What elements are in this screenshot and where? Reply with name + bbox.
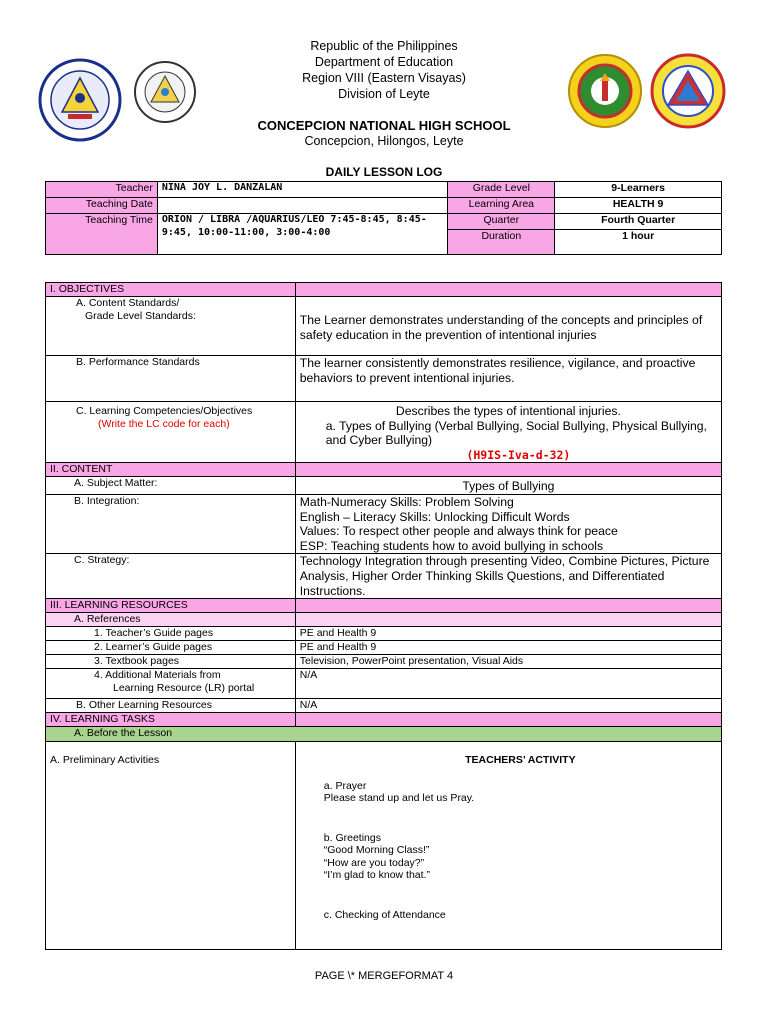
document-title: DAILY LESSON LOG <box>325 165 443 179</box>
teaching-date-value <box>157 198 448 214</box>
additional-materials-label: 4. Additional Materials from Learning Resource (LR) portal <box>46 669 296 699</box>
textbook-pages-label: 3. Textbook pages <box>46 655 296 669</box>
page-footer: PAGE \* MERGEFORMAT 4 <box>314 970 454 982</box>
teachers-guide-value: PE and Health 9 <box>295 627 721 641</box>
preliminary-activities-label: A. Preliminary Activities <box>46 742 296 950</box>
objectives-heading: I. OBJECTIVES <box>46 283 296 297</box>
school-name: CONCEPCION NATIONAL HIGH SCHOOL <box>257 118 511 133</box>
lesson-plan-table <box>45 282 722 950</box>
prayer-text: Please stand up and let us Pray. <box>323 792 475 805</box>
teachers-activity-heading: TEACHERS’ ACTIVITY <box>465 754 576 767</box>
grade-level-label: Grade Level <box>448 182 555 198</box>
other-resources-label: B. Other Learning Resources <box>46 699 296 713</box>
grade-level-value: 9-Learners <box>555 182 722 198</box>
header-republic: Republic of the Philippines <box>310 39 458 53</box>
teaching-date-label: Teaching Date <box>46 198 158 214</box>
subject-matter-label: A. Subject Matter: <box>46 477 296 495</box>
duration-label: Duration <box>448 230 555 255</box>
school-address: Concepcion, Hilongos, Leyte <box>304 134 464 148</box>
quarter-value: Fourth Quarter <box>555 214 722 230</box>
learning-resources-heading: III. LEARNING RESOURCES <box>46 599 296 613</box>
teachers-activity-cell <box>295 742 721 950</box>
content-standards-value: The Learner demonstrates understanding of the concepts and principles of safety education in the prevention of intentional injuries <box>295 297 721 356</box>
greeting-line-1: “Good Morning Class!” <box>323 844 430 857</box>
performance-standards-value: The learner consistently demonstrates resilience, vigilance, and proactive behaviors to prevent intentional injuries. <box>295 356 721 402</box>
attendance-title: c. Checking of Attendance <box>323 908 446 921</box>
teaching-time-value: ORION / LIBRA /AQUARIUS/LEO 7:45-8:45, 8:45-9:45, 10:00-11:00, 3:00-4:00 <box>157 214 448 255</box>
lesson-info-table <box>45 181 722 255</box>
prayer-title: a. Prayer <box>323 779 367 792</box>
header-deped: Department of Education <box>314 55 454 69</box>
quarter-label: Quarter <box>448 214 555 230</box>
learning-area-label: Learning Area <box>448 198 555 214</box>
teacher-value: NINA JOY L. DANZALAN <box>157 182 448 198</box>
other-resources-value: N/A <box>295 699 721 713</box>
integration-label: B. Integration: <box>46 494 296 553</box>
additional-materials-value: N/A <box>295 669 721 699</box>
learning-area-value: HEALTH 9 <box>555 198 722 214</box>
learners-guide-label: 2. Learner’s Guide pages <box>46 641 296 655</box>
textbook-pages-value: Television, PowerPoint presentation, Visual Aids <box>295 655 721 669</box>
header-division: Division of Leyte <box>338 87 430 101</box>
division-of-leyte-logo <box>133 60 197 124</box>
concepcion-nhs-seal-logo <box>650 53 726 129</box>
duration-value: 1 hour <box>555 230 722 255</box>
lc-code: (H9IS-Iva-d-32) <box>466 447 571 462</box>
content-heading: II. CONTENT <box>46 463 296 477</box>
learning-competencies-label: C. Learning Competencies/Objectives (Write the LC code for each) <box>46 402 296 463</box>
references-label: A. References <box>46 613 296 627</box>
deped-seal-logo <box>38 58 122 142</box>
strategy-value: Technology Integration through presenting Video, Combine Pictures, Picture Analysis, Higher Order Thinking Skills Questions, and Differentiated Instructions. <box>295 554 721 599</box>
integration-value: Math-Numeracy Skills: Problem Solving English – Literacy Skills: Unlocking Difficult Words Values: To respect other people and always think for peace ESP: Teaching students how to avoid bullying in schools <box>295 494 721 553</box>
greeting-line-3: “I’m glad to know that.” <box>323 869 430 882</box>
greeting-line-2: “How are you today?” <box>323 856 425 869</box>
lc-code-note: (Write the LC code for each) <box>98 417 230 430</box>
header-region: Region VIII (Eastern Visayas) <box>302 71 466 85</box>
teaching-time-label: Teaching Time <box>46 214 158 255</box>
greetings-title: b. Greetings <box>323 831 381 844</box>
learning-tasks-heading: IV. LEARNING TASKS <box>46 713 296 727</box>
performance-standards-label: B. Performance Standards <box>46 356 296 402</box>
before-lesson-heading: A. Before the Lesson <box>46 727 722 742</box>
learning-competencies-value: Describes the types of intentional injuries. a. Types of Bullying (Verbal Bullying, Social Bullying, Physical Bullying, and Cyber Bullying) (H9IS-Iva-d-32) <box>295 402 721 463</box>
strategy-label: C. Strategy: <box>46 554 296 599</box>
subject-matter-value: Types of Bullying <box>295 477 721 495</box>
concepcion-nhs-logo <box>567 53 643 129</box>
teachers-guide-label: 1. Teacher’s Guide pages <box>46 627 296 641</box>
teacher-label: Teacher <box>46 182 158 198</box>
learners-guide-value: PE and Health 9 <box>295 641 721 655</box>
content-standards-label: A. Content Standards/ Grade Level Standards: <box>46 297 296 356</box>
